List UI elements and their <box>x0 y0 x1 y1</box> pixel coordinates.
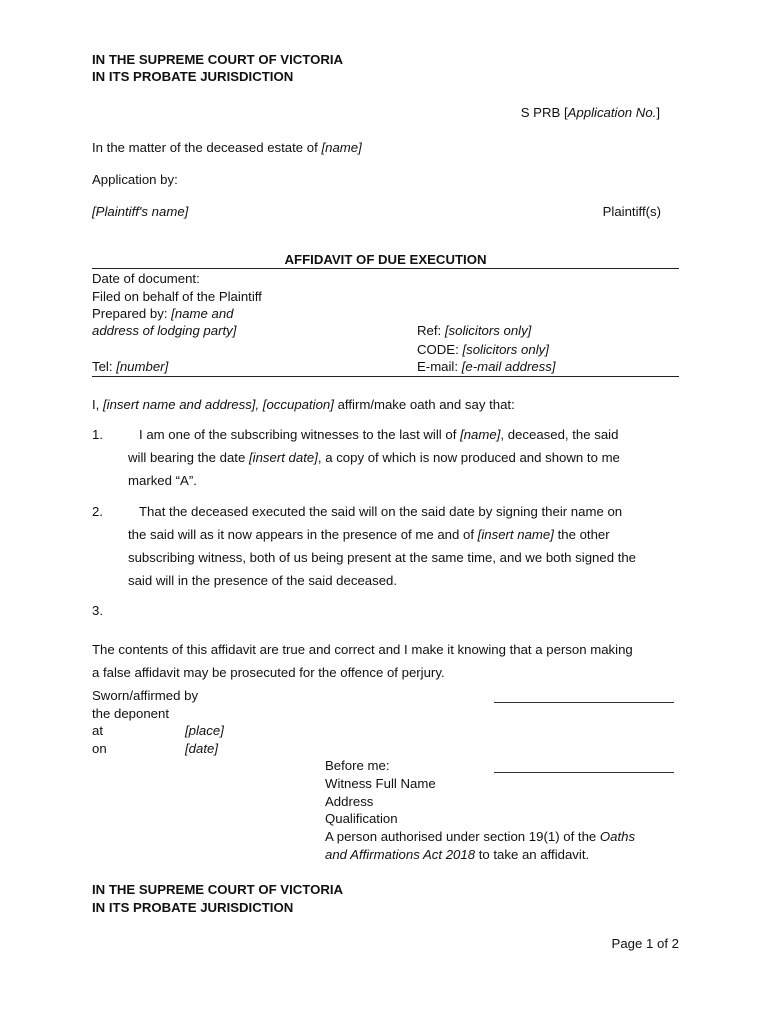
footer-heading-line2: IN ITS PROBATE JURISDICTION <box>92 900 294 915</box>
witness-address: Address <box>325 794 374 809</box>
contents-line1: The contents of this affidavit are true and correct and I make it knowing that a person making <box>92 642 633 657</box>
tel-field: Tel: [number] <box>92 359 169 374</box>
plaintiff-label: Plaintiff(s) <box>602 204 661 219</box>
para2-line4: said will in the presence of the said deceased. <box>128 573 398 588</box>
para1-line3: marked “A”. <box>128 473 197 488</box>
intro-line: I, [insert name and address], [occupation] affirm/make oath and say that: <box>92 397 515 412</box>
para2-line2: the said will as it now appears in the presence of me and of [insert name] the other <box>128 527 610 542</box>
email-field: E-mail: [e-mail address] <box>417 359 556 374</box>
divider-top <box>92 268 679 269</box>
contents-line2: a false affidavit may be prosecuted for the offence of perjury. <box>92 665 445 680</box>
sworn-line2: the deponent <box>92 706 170 721</box>
para2-line3: subscribing witness, both of us being present at the same time, and we both signed the <box>128 550 637 565</box>
before-me-label: Before me: <box>325 758 390 773</box>
sworn-at-label: at <box>92 723 103 738</box>
para1-line1: I am one of the subscribing witnesses to the last will of [name], deceased, the said <box>139 427 619 442</box>
filed-on-behalf: Filed on behalf of the Plaintiff <box>92 289 262 304</box>
para2-line1: That the deceased executed the said will on the said date by signing their name on <box>139 504 623 519</box>
para1-line2: will bearing the date [insert date], a copy of which is now produced and shown to me <box>128 450 620 465</box>
date-of-document: Date of document: <box>92 271 200 286</box>
ref-field: Ref: [solicitors only] <box>417 323 532 338</box>
para1-number: 1. <box>92 427 103 442</box>
case-number: S PRB [Application No.] <box>520 105 660 120</box>
plaintiff-name: [Plaintiff's name] <box>92 204 189 219</box>
sworn-place: [place] <box>185 723 224 738</box>
court-heading-line2: IN ITS PROBATE JURISDICTION <box>92 69 294 84</box>
witness-full-name: Witness Full Name <box>325 776 436 791</box>
prepared-by-address: address of lodging party] <box>92 323 237 338</box>
matter-line: In the matter of the deceased estate of [name] <box>92 140 362 155</box>
footer-heading-line1: IN THE SUPREME COURT OF VICTORIA <box>92 882 344 897</box>
authorised-line1: A person authorised under section 19(1) of the Oaths <box>325 829 636 844</box>
divider-bottom <box>92 376 679 377</box>
para3-number: 3. <box>92 603 103 618</box>
sworn-on-label: on <box>92 741 107 756</box>
document-title: AFFIDAVIT OF DUE EXECUTION <box>284 252 487 267</box>
sworn-date: [date] <box>185 741 218 756</box>
page-number: Page 1 of 2 <box>611 936 679 951</box>
code-field: CODE: [solicitors only] <box>417 342 549 357</box>
witness-signature-line[interactable] <box>494 772 674 773</box>
prepared-by: Prepared by: [name and <box>92 306 234 321</box>
witness-qualification: Qualification <box>325 811 398 826</box>
court-heading-line1: IN THE SUPREME COURT OF VICTORIA <box>92 52 344 67</box>
application-by: Application by: <box>92 172 178 187</box>
deponent-signature-line[interactable] <box>494 702 674 703</box>
authorised-line2: and Affirmations Act 2018 to take an affidavit. <box>325 847 590 862</box>
sworn-line1: Sworn/affirmed by <box>92 688 199 703</box>
para2-number: 2. <box>92 504 103 519</box>
